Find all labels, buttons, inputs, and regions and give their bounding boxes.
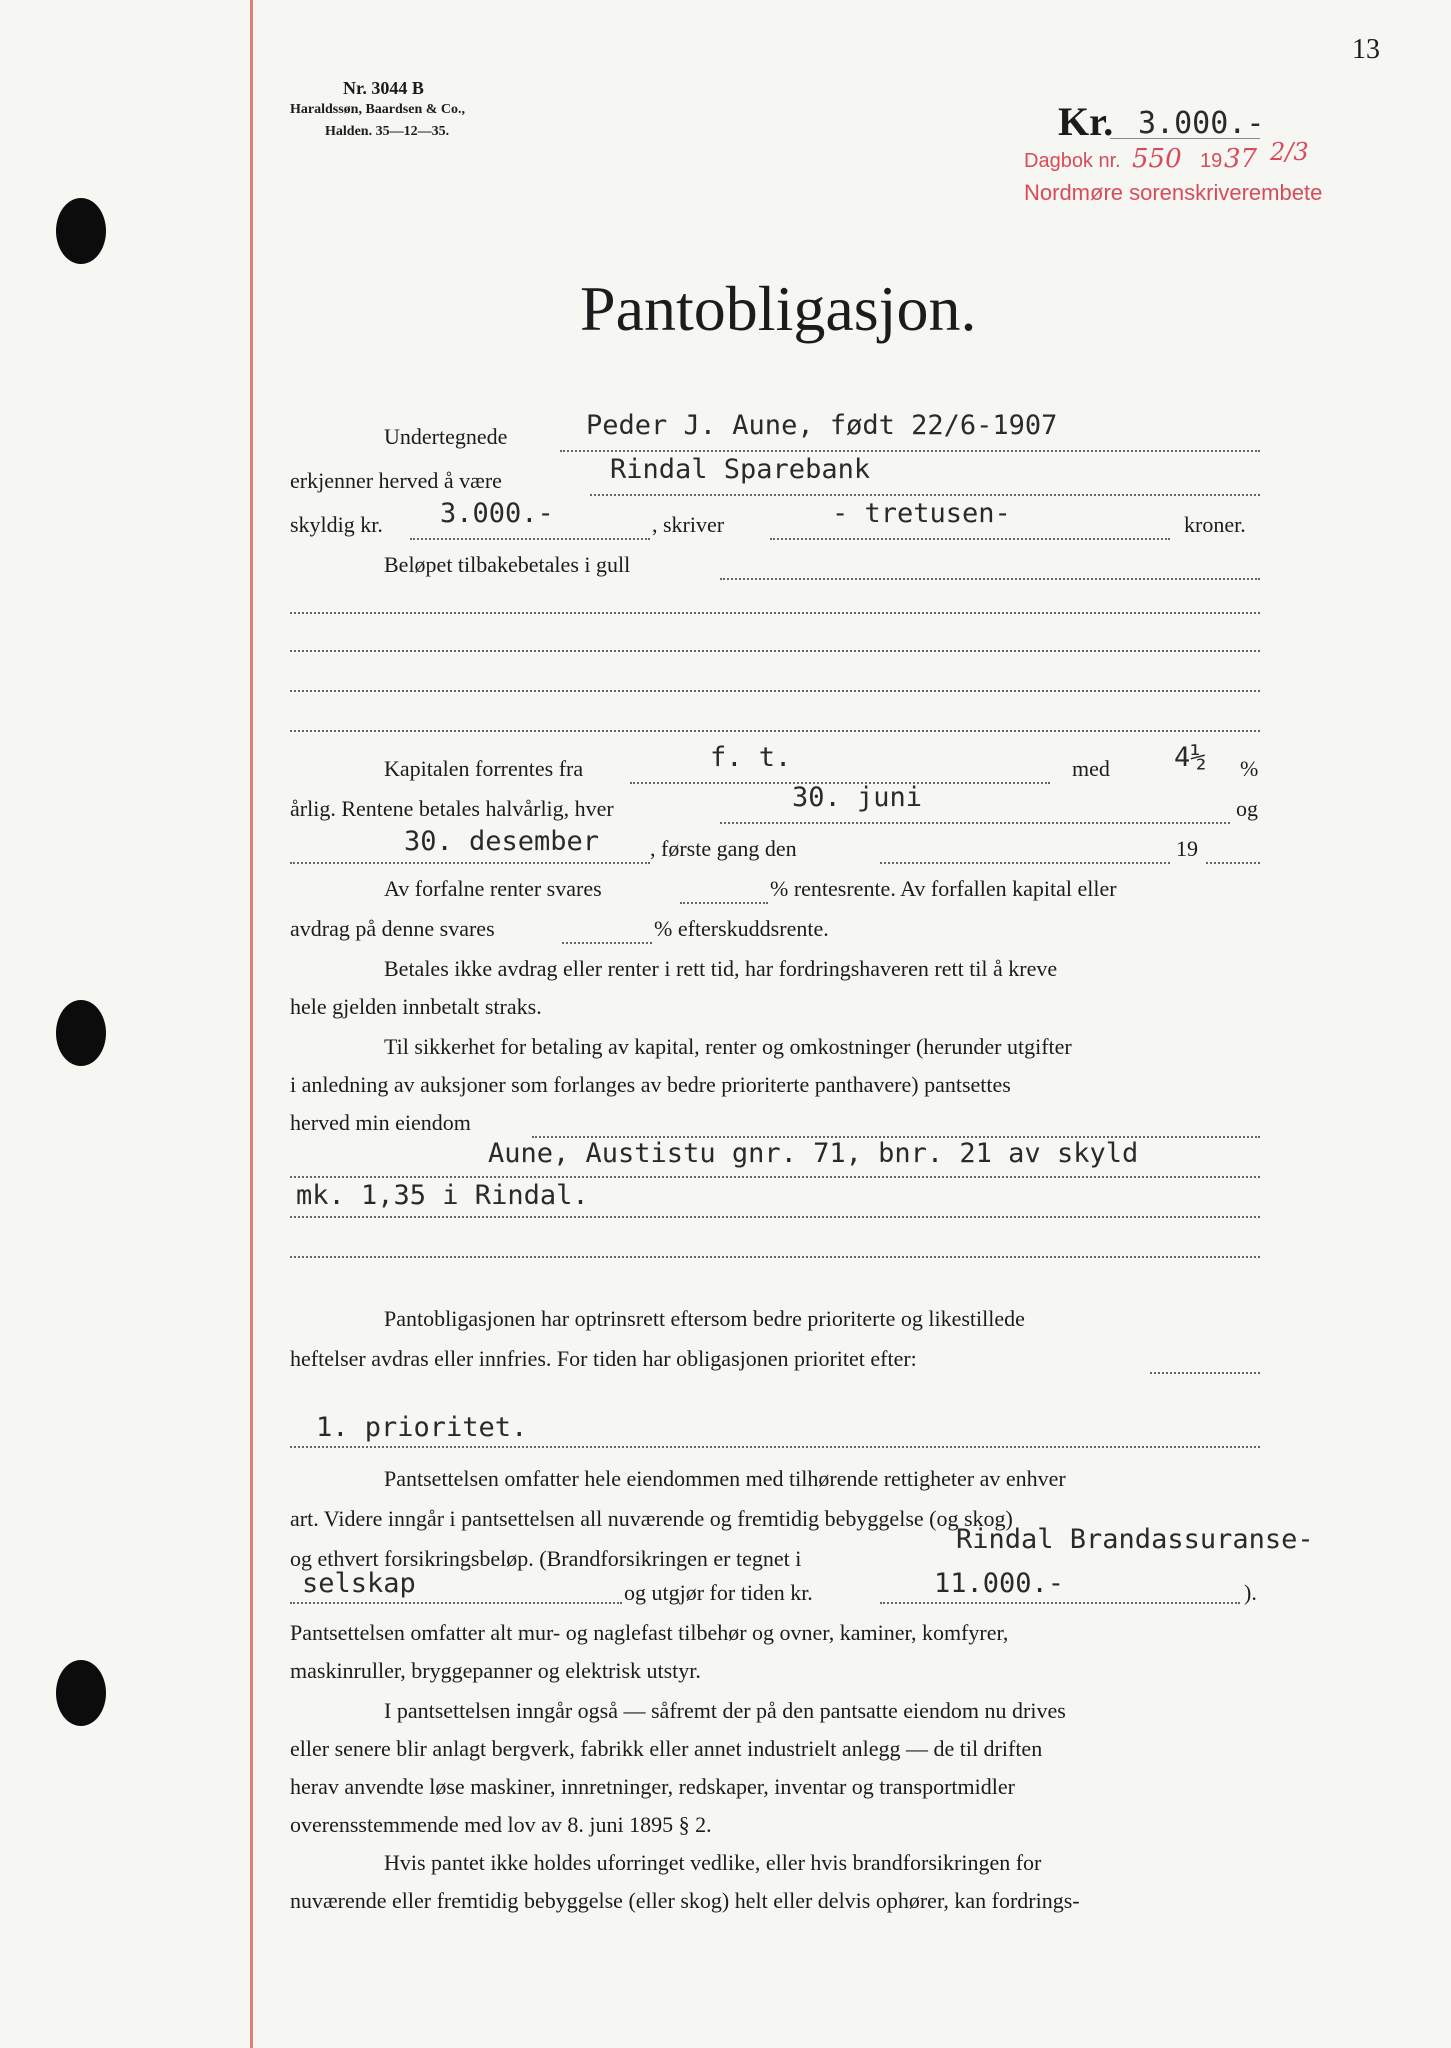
year-line (1206, 862, 1260, 864)
printer-line-2: Halden. 35—12—35. (325, 124, 450, 139)
skyldig-label: skyldig kr. (290, 512, 383, 537)
belopet-text: Beløpet tilbakebetales i gull (384, 552, 631, 577)
belopet-line (720, 578, 1260, 580)
skriver-label: , skriver (652, 512, 725, 537)
optrinsrett-line-2: heftelser avdras eller innfries. For tiden har obligasjonen prioritet efter: (290, 1346, 917, 1371)
hvis-line-2: nuværende eller fremtidig bebyggelse (eller skog) helt eller delvis ophører, kan fordrings- (290, 1888, 1080, 1913)
punch-hole (56, 198, 106, 264)
close-paren: ). (1244, 1580, 1257, 1605)
av-forfalne-text: Av forfalne renter svares (384, 876, 602, 901)
avdrag-text: avdrag på denne svares (290, 916, 495, 941)
forste-line (880, 862, 1170, 864)
undertegnede-line (560, 450, 1260, 452)
blank-line (290, 730, 1260, 732)
mur-line-1: Pantsettelsen omfatter alt mur- og naglefast tilbehør og ovner, kaminer, komfyrer, (290, 1620, 1009, 1645)
blank-line (290, 612, 1260, 614)
rate-value: 4½ (1174, 742, 1207, 773)
sikkerhet-line-1: Til sikkerhet for betaling av kapital, renter og omkostninger (herunder utgifter (384, 1034, 1072, 1059)
undertegnede-value: Peder J. Aune, født 22/6-1907 (586, 410, 1058, 441)
av-forfalne-rest: % rentesrente. Av forfallen kapital eller (770, 876, 1117, 901)
form-number: Nr. 3044 B (343, 78, 424, 98)
eiendom-value-2: mk. 1,35 i Rindal. (296, 1180, 589, 1211)
dagbok-date: 2/3 (1270, 138, 1309, 166)
erkjenner-line (590, 494, 1260, 496)
undertegnede-label: Undertegnede (384, 424, 508, 449)
punch-hole (56, 1660, 106, 1726)
skriver-line (770, 538, 1170, 540)
desember-line (290, 862, 650, 864)
mur-line-2: maskinruller, bryggepanner og elektrisk utstyr. (290, 1658, 701, 1683)
brand-value-1: Rindal Brandassuranse- (956, 1524, 1314, 1555)
eiendom-line-4 (290, 1256, 1260, 1258)
skriver-value: - tretusen- (832, 498, 1011, 529)
skyldig-line (410, 538, 650, 540)
erkjenner-value: Rindal Sparebank (610, 454, 871, 485)
brand-line (290, 1602, 622, 1604)
kapitalen-value: f. t. (710, 742, 792, 773)
forste-label: , første gang den (650, 836, 797, 861)
eiendom-value-1: Aune, Austistu gnr. 71, bnr. 21 av skyld (488, 1138, 1139, 1169)
prioritet-value: 1. prioritet. (316, 1412, 528, 1443)
avdrag-line (562, 942, 652, 944)
omfatter-line-2: art. Videre inngår i pantsettelsen all nuværende og fremtidig bebyggelse (og skog) (290, 1506, 1013, 1531)
inngar-line-2: eller senere blir anlagt bergverk, fabrikk eller annet industrielt anlegg — de til driften (290, 1736, 1043, 1761)
punch-hole (56, 1000, 106, 1066)
blank-line (290, 650, 1260, 652)
kr-underline (1110, 138, 1260, 139)
skyldig-value: 3.000.- (440, 498, 554, 529)
eiendom-line-2 (290, 1176, 1260, 1178)
office-stamp: Nordmøre sorenskriverembete (1024, 180, 1323, 205)
sikkerhet-line-3: herved min eiendom (290, 1110, 471, 1135)
prioritet-line (290, 1446, 1260, 1448)
page-number: 13 (1352, 34, 1380, 65)
percent-sign: % (1240, 756, 1259, 781)
brand-value-2: selskap (302, 1568, 416, 1599)
og-label: og (1236, 796, 1258, 821)
kroner-label: kroner. (1184, 512, 1246, 537)
utgjor-label: og utgjør for tiden kr. (624, 1580, 813, 1605)
arlig-label: årlig. Rentene betales halvårlig, hver (290, 796, 614, 821)
forfalne-line (680, 902, 768, 904)
arlig-line (720, 822, 1230, 824)
arlig-value: 30. juni (792, 782, 923, 813)
dagbok-label: Dagbok nr. (1024, 150, 1121, 172)
utgjor-value: 11.000.- (934, 1568, 1065, 1599)
omfatter-line-1: Pantsettelsen omfatter hele eiendommen med tilhørende rettigheter av enhver (384, 1466, 1066, 1491)
dagbok-number: 550 (1132, 144, 1182, 174)
blank-line (290, 690, 1260, 692)
inngar-line-3: herav anvendte løse maskiner, innretninger, redskaper, inventar og transportmidler (290, 1774, 1015, 1799)
kr-value: 3.000.- (1138, 106, 1265, 141)
kapitalen-label: Kapitalen forrentes fra (384, 756, 584, 781)
printer-line-1: Haraldssøn, Baardsen & Co., (290, 102, 466, 117)
dagbok-year-prefix: 19 (1200, 150, 1223, 172)
omfatter-line-3: og ethvert forsikringsbeløp. (Brandforsikringen er tegnet i (290, 1546, 802, 1571)
optrinsrett-line-1: Pantobligasjonen har optrinsrett eftersom bedre prioriterte og likestillede (384, 1306, 1025, 1331)
hvis-line-1: Hvis pantet ikke holdes uforringet vedlike, eller hvis brandforsikringen for (384, 1850, 1042, 1875)
utgjor-line (880, 1602, 1240, 1604)
kr-label: Kr. (1058, 99, 1114, 144)
desember-value: 30. desember (404, 826, 600, 857)
betales-line-1: Betales ikke avdrag eller renter i rett tid, har fordringshaveren rett til å kreve (384, 956, 1058, 981)
betales-line-2: hele gjelden innbetalt straks. (290, 994, 542, 1019)
erkjenner-label: erkjenner herved å være (290, 468, 502, 493)
sikkerhet-line-2: i anledning av auksjoner som forlanges av bedre prioriterte panthavere) pantsettes (290, 1072, 1011, 1097)
dagbok-year: 37 (1224, 144, 1258, 174)
inngar-line-4: overensstemmende med lov av 8. juni 1895 § 2. (290, 1812, 712, 1837)
avdrag-rest: % efterskuddsrente. (654, 916, 829, 941)
year-19: 19 (1176, 836, 1198, 861)
optrinsrett-fill-line (1150, 1372, 1260, 1374)
inngar-line-1: I pantsettelsen inngår også — såfremt der på den pantsatte eiendom nu drives (384, 1698, 1066, 1723)
med-label: med (1072, 756, 1110, 781)
margin-line (250, 0, 253, 2048)
document-title: Pantobligasjon. (580, 273, 977, 344)
eiendom-line-3 (290, 1216, 1260, 1218)
